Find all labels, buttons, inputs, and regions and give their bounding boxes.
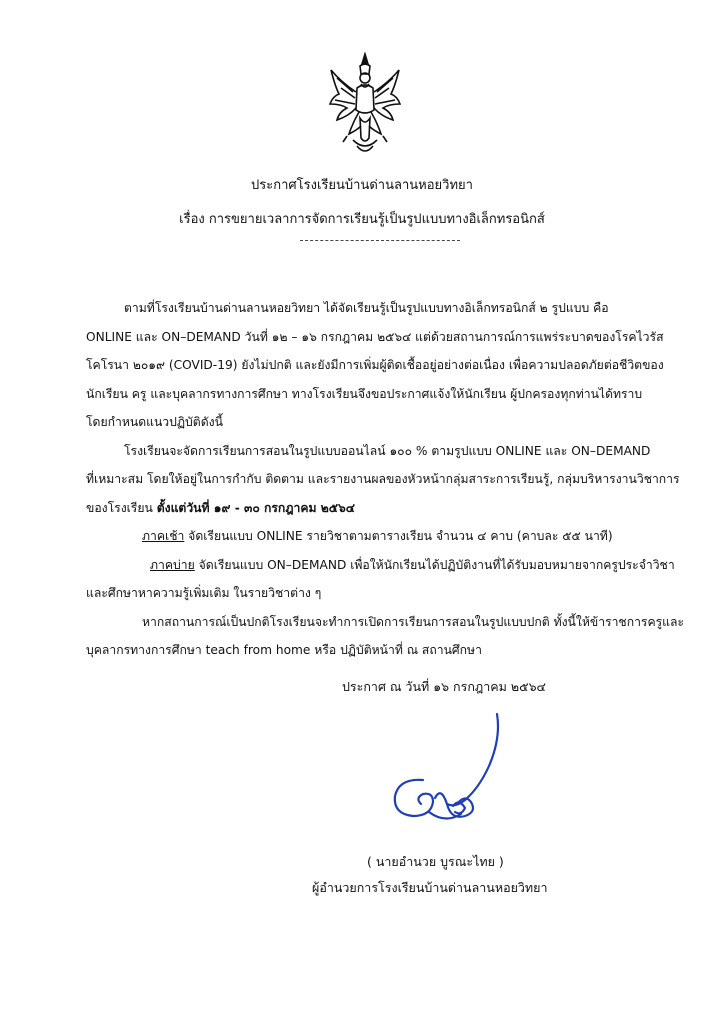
signature-image (385, 708, 505, 843)
paragraph-1-line-2: ONLINE และ ON–DEMAND วันที่ ๑๒ – ๑๖ กรกฎาคม ๒๕๖๔ แต่ด้วยสถานการณ์การแพร่ระบาดของโรคไวรัส (86, 329, 664, 344)
signer-name: ( นายอำนวย บูรณะไทย ) (367, 854, 504, 869)
morning-label: ภาคเช้า (142, 529, 185, 543)
paragraph-1-line-3: โคโรนา ๒๐๑๙ (COVID-19) ยังไม่ปกติ และยังมีการเพิ่มผู้ติดเชื้ออยู่อย่างต่อเนื่อง เพื่อความปลอดภัยต่อชีวิตของ (86, 358, 664, 372)
afternoon-text: จัดเรียนแบบ ON–DEMAND เพื่อให้นักเรียนได้ปฏิบัติงานที่ได้รับมอบหมายจากครูประจำวิชา (194, 557, 675, 572)
paragraph-1-line-1: ตามที่โรงเรียนบ้านด่านลานหอยวิทยา ได้จัดเรียนรู้เป็นรูปแบบทางอิเล็กทรอนิกส์ ๒ รูปแบบ คือ (124, 301, 609, 315)
afternoon-label: ภาคบ่าย (150, 557, 195, 572)
paragraph-2-line-2: ที่เหมาะสม โดยให้อยู่ในการกำกับ ติดตาม และรายงานผลของหัวหน้ากลุ่มสาระการเรียนรู้, กลุ่มบริหารงานวิชาการ (86, 472, 680, 486)
announcement-subject: เรื่อง การขยายเวลาการจัดการเรียนรู้เป็นรูปแบบทางอิเล็กทรอนิกส์ (179, 212, 545, 227)
title-divider (300, 240, 460, 241)
signer-position: ผู้อำนวยการโรงเรียนบ้านด่านลานหอยวิทยา (312, 880, 548, 895)
afternoon-schedule (86, 551, 675, 580)
morning-schedule (86, 522, 650, 551)
announcement-title: ประกาศโรงเรียนบ้านด่านลานหอยวิทยา (251, 178, 473, 193)
paragraph-1-line-5: โดยกำหนดแนวปฏิบัติดังนี้ (86, 415, 223, 429)
paragraph-2-line-1: โรงเรียนจะจัดการเรียนการสอนในรูปแบบออนไลน์ ๑๐๐ % ตามรูปแบบ ONLINE และ ON–DEMAND (124, 443, 651, 458)
announcement-body (86, 294, 685, 665)
paragraph-3-line-2: บุคลากรทางการศึกษา teach from home หรือ ปฏิบัติหน้าที่ ณ สถานศึกษา (86, 643, 482, 657)
paragraph-1-line-4: นักเรียน ครู และบุคลากรทางการศึกษา ทางโรงเรียนจึงขอประกาศแจ้งให้นักเรียน ผู้ปกครองทุกท่านได้ทราบ (86, 386, 643, 401)
morning-text: จัดเรียนแบบ ONLINE รายวิชาตามตารางเรียน จำนวน ๔ คาบ (คาบละ ๕๕ นาที) (184, 529, 613, 543)
date-range-bold: ตั้งแต่วันที่ ๑๙ - ๓๐ กรกฎาคม ๒๕๖๔ (156, 500, 355, 515)
afternoon-schedule-line-2: และศึกษาหาความรู้เพิ่มเติม ในรายวิชาต่าง ๆ (86, 586, 322, 600)
paragraph-2-line-3-text: ของโรงเรียน (86, 500, 157, 515)
paragraph-3-line-1: หากสถานการณ์เป็นปกติโรงเรียนจะทำการเปิดการเรียนการสอนในรูปแบบปกติ ทั้งนี้ให้ข้าราชการครูและ (142, 614, 685, 629)
garuda-emblem-icon (327, 52, 403, 158)
paragraph-2-line-3 (86, 494, 650, 523)
announcement-date: ประกาศ ณ วันที่ ๑๖ กรกฎาคม ๒๕๖๔ (342, 679, 546, 694)
